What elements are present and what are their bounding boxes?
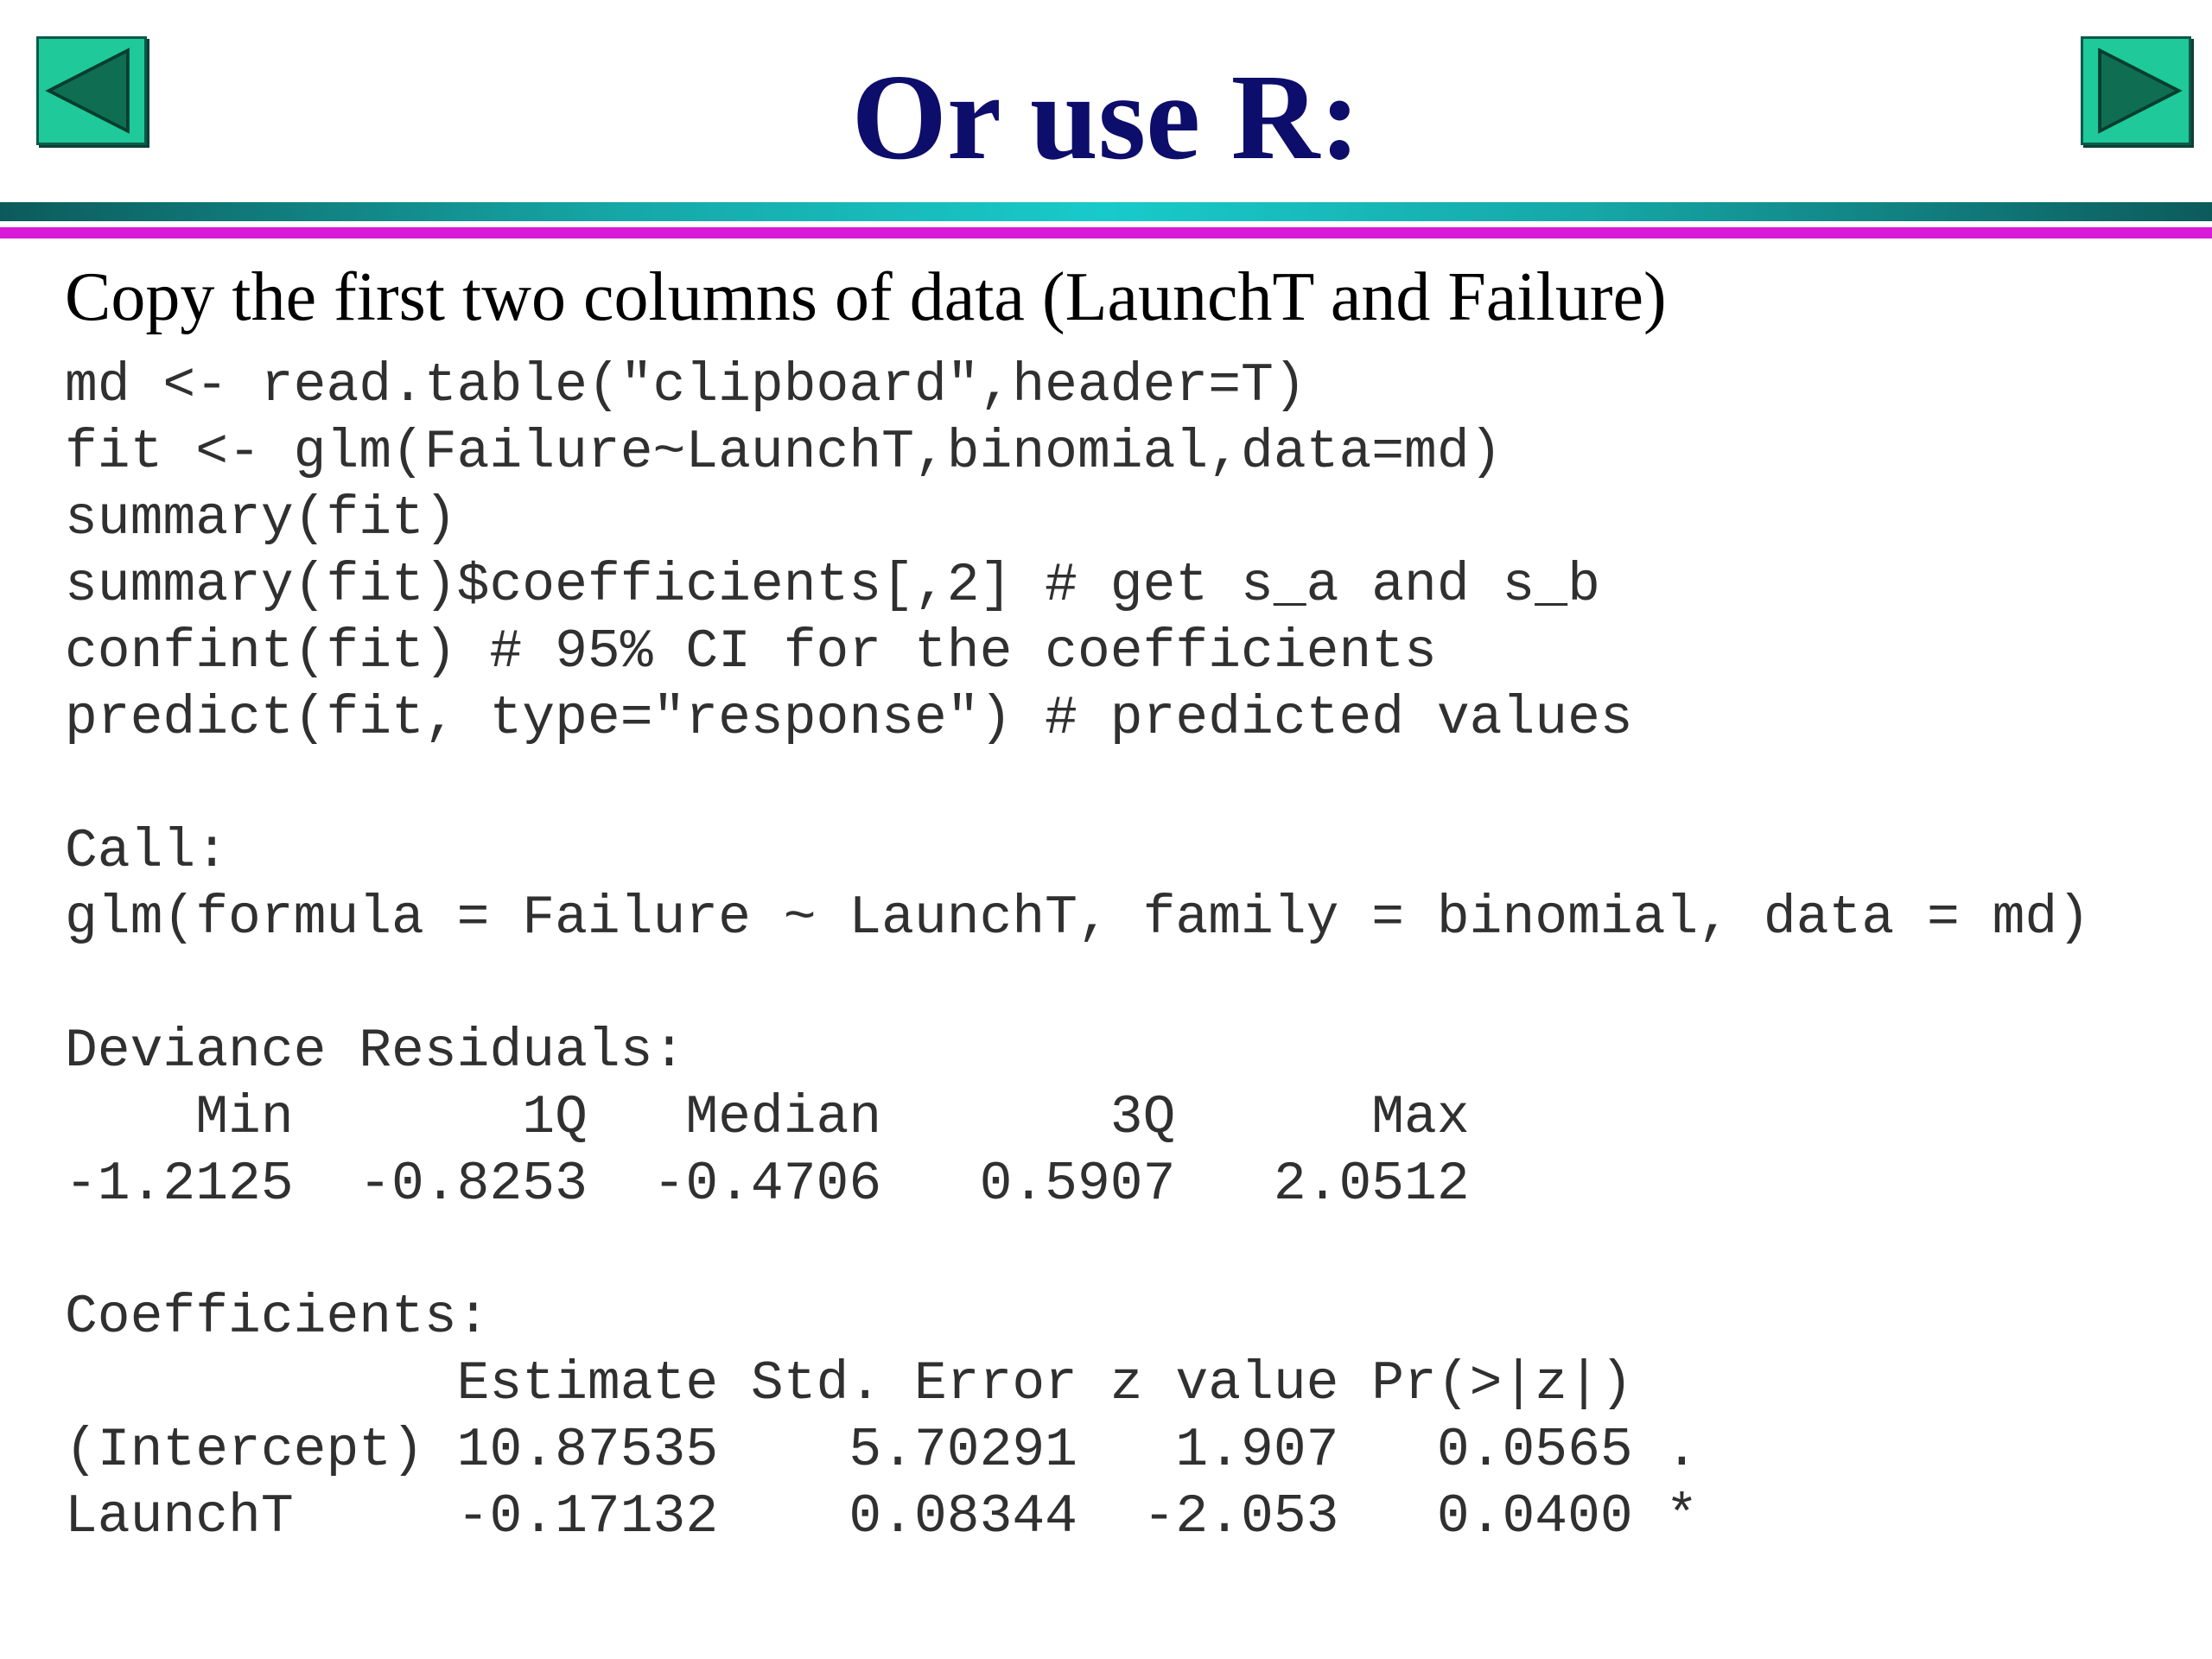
intro-text: Copy the first two columns of data (LaunchT and Failure) — [65, 259, 1667, 335]
coefficients-row-intercept: (Intercept) 10.87535 5.70291 1.907 0.0565 . — [65, 1420, 1699, 1481]
code-line: predict(fit, type="response") # predicted values — [65, 688, 1633, 749]
blank-line — [65, 1217, 2090, 1284]
code-line: summary(fit) — [65, 488, 457, 550]
deviance-label: Deviance Residuals: — [65, 1020, 686, 1082]
r-console-block — [65, 353, 2090, 1550]
coefficients-row-launcht: LaunchT -0.17132 0.08344 -2.053 0.0400 * — [65, 1486, 1699, 1548]
slide-title: Or use R: — [851, 48, 1361, 185]
coefficients-label: Coefficients: — [65, 1287, 490, 1348]
code-line: md <- read.table("clipboard",header=T) — [65, 355, 1306, 416]
deviance-header: Min 1Q Median 3Q Max — [65, 1087, 1470, 1148]
deviance-values: -1.2125 -0.8253 -0.4706 0.5907 2.0512 — [65, 1154, 1470, 1215]
title-divider-teal — [0, 202, 2212, 221]
blank-line — [65, 752, 2090, 818]
triangle-right-icon — [2083, 39, 2189, 143]
title-divider-magenta — [0, 227, 2212, 238]
code-line: fit <- glm(Failure~LaunchT,binomial,data=md) — [65, 422, 1503, 483]
code-line: confint(fit) # 95% CI for the coefficients — [65, 621, 1437, 683]
coefficients-header: Estimate Std. Error z value Pr(>|z|) — [65, 1353, 1633, 1414]
code-line: summary(fit)$coefficients[,2] # get s_a and s_b — [65, 555, 1600, 616]
call-text: glm(formula = Failure ~ LaunchT, family = binomial, data = md) — [65, 887, 2090, 949]
blank-line — [65, 951, 2090, 1018]
next-slide-button[interactable] — [2081, 36, 2191, 145]
call-label: Call: — [65, 821, 229, 882]
